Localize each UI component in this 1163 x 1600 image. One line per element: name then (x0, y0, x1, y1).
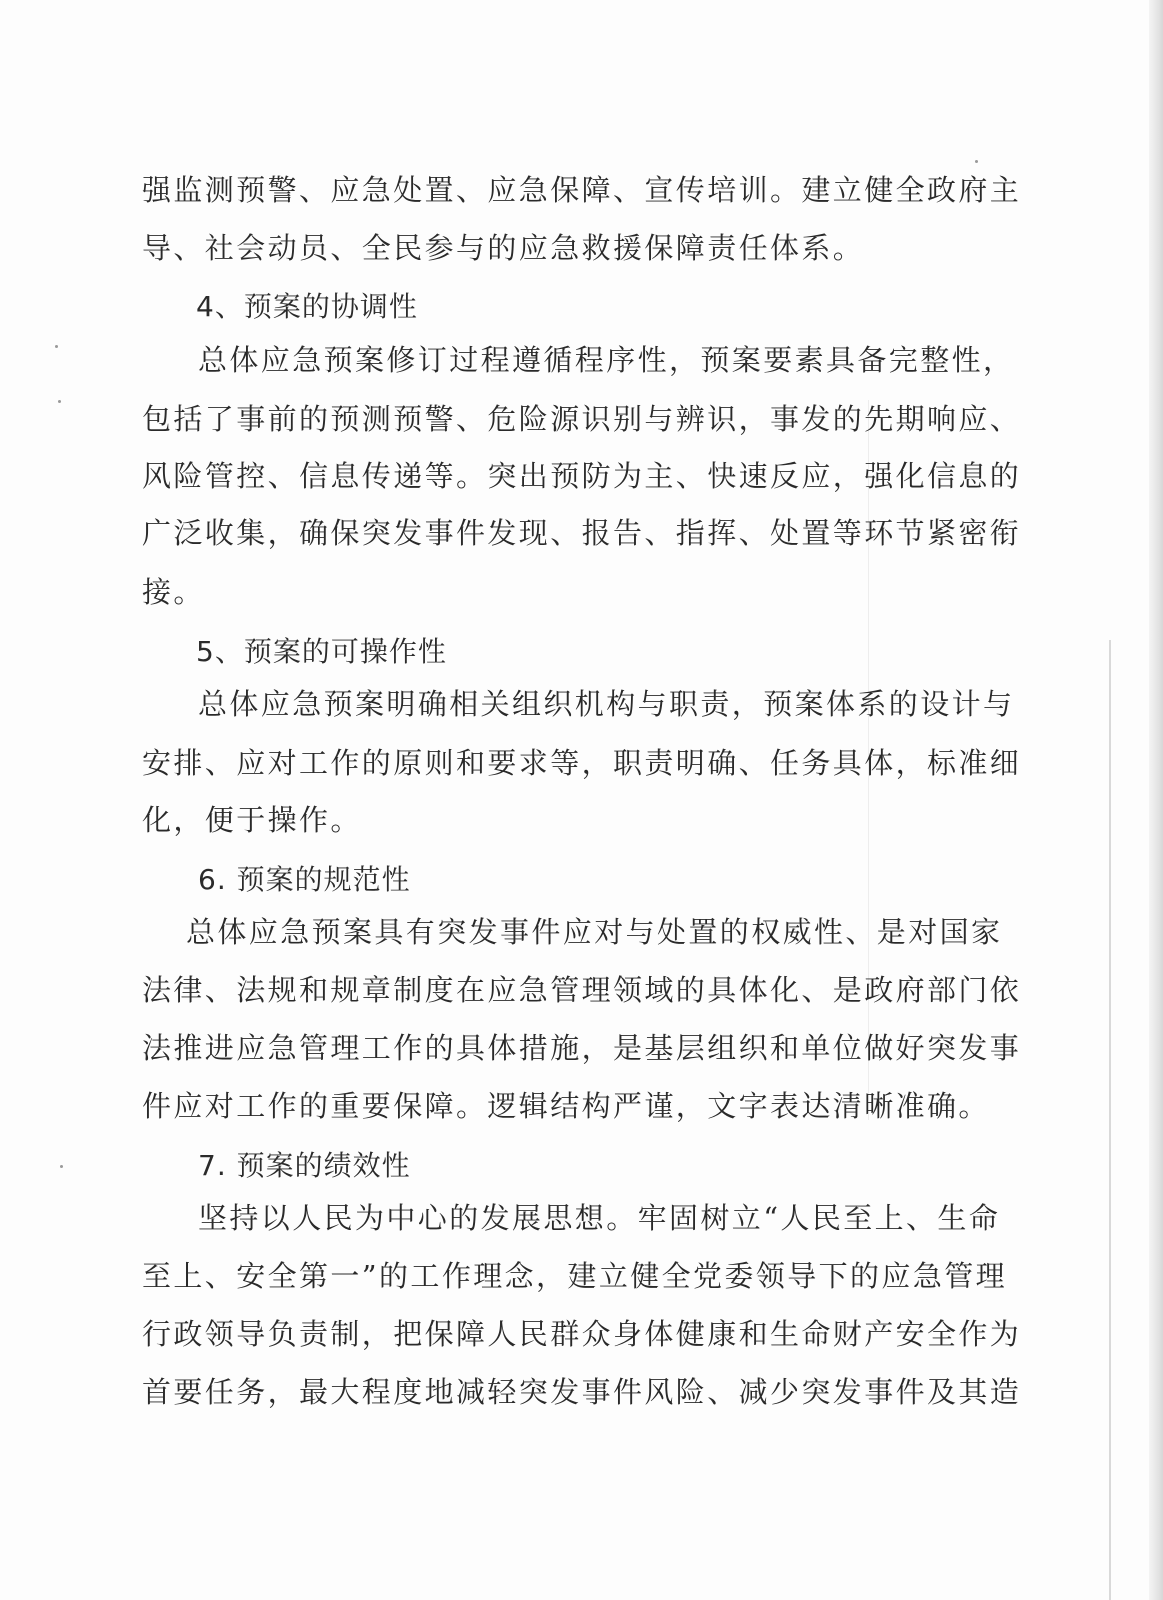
paragraph-line: 接。 (142, 575, 205, 609)
paragraph-line: 法推进应急管理工作的具体措施，是基层组织和单位做好突发事 (142, 1031, 1022, 1065)
paragraph-line: 包括了事前的预测预警、危险源识别与辨识，事发的先期响应、 (142, 402, 1022, 436)
paragraph-line: 首要任务，最大程度地减轻突发事件风险、减少突发事件及其造 (142, 1375, 1022, 1409)
section-heading: 4、预案的协调性 (196, 290, 418, 323)
section-heading: 7. 预案的绩效性 (198, 1149, 411, 1182)
paragraph-line: 法律、法规和规章制度在应急管理领域的具体化、是政府部门依 (142, 973, 1022, 1007)
paragraph-line: 件应对工作的重要保障。逻辑结构严谨，文字表达清晰准确。 (142, 1089, 990, 1123)
scan-speck (975, 160, 978, 163)
paragraph-line: 行政领导负责制，把保障人民群众身体健康和生命财产安全作为 (142, 1317, 1022, 1351)
paragraph-line: 强监测预警、应急处置、应急保障、宣传培训。建立健全政府主 (142, 173, 1022, 207)
section-heading: 5、预案的可操作性 (196, 635, 447, 668)
paragraph-line: 导、社会动员、全民参与的应急救援保障责任体系。 (142, 231, 865, 265)
scan-edge-shadow (1149, 0, 1163, 1600)
paragraph-line: 总体应急预案修订过程遵循程序性，预案要素具备完整性， (198, 343, 1015, 377)
scan-speck (60, 1165, 63, 1168)
paragraph-line: 坚持以人民为中心的发展思想。牢固树立“人民至上、生命 (198, 1201, 1001, 1235)
paragraph-line: 总体应急预案具有突发事件应对与处置的权威性、是对国家 (186, 915, 1003, 949)
scan-speck (58, 400, 61, 403)
paragraph-line: 总体应急预案明确相关组织机构与职责，预案体系的设计与 (198, 687, 1015, 721)
scan-edge-line (1109, 640, 1111, 1600)
section-heading: 6. 预案的规范性 (198, 863, 411, 896)
paragraph-line: 风险管控、信息传递等。突出预防为主、快速反应，强化信息的 (142, 459, 1022, 493)
paragraph-line: 至上、安全第一”的工作理念，建立健全党委领导下的应急管理 (142, 1259, 1008, 1293)
paragraph-line: 广泛收集，确保突发事件发现、报告、指挥、处置等环节紧密衔 (142, 516, 1022, 550)
paragraph-line: 化，便于操作。 (142, 803, 362, 837)
paragraph-line: 安排、应对工作的原则和要求等，职责明确、任务具体，标准细 (142, 746, 1022, 780)
scan-speck (55, 345, 58, 348)
